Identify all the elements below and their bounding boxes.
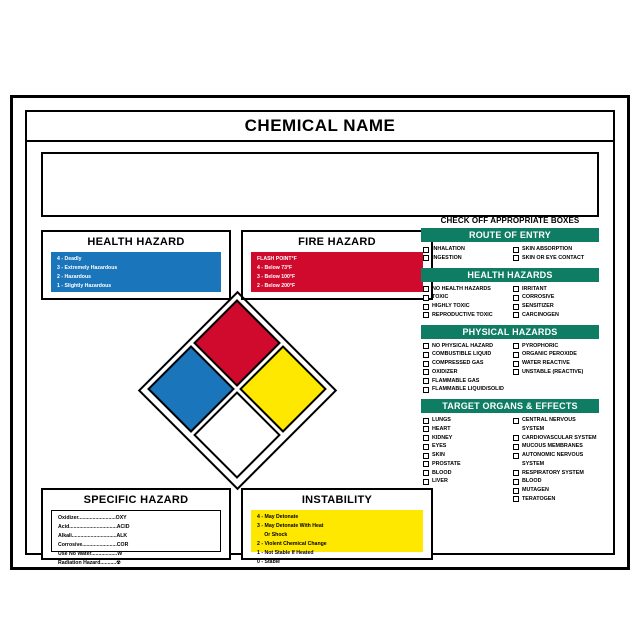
specific-hazard-legend — [51, 510, 221, 566]
checkbox-icon[interactable] — [513, 361, 519, 367]
checkbox-icon[interactable] — [513, 369, 519, 375]
section-health-hazards — [421, 282, 599, 325]
checkbox-item[interactable] — [423, 477, 507, 486]
checkbox-item[interactable] — [513, 359, 597, 368]
checkbox-item[interactable] — [423, 377, 507, 386]
fire-line: 2 - Below 200°F — [257, 282, 296, 289]
checkbox-item[interactable] — [513, 486, 597, 495]
checklist-intro: CHECK OFF APPROPRIATE BOXES — [440, 216, 580, 225]
checkbox-icon[interactable] — [513, 286, 519, 292]
fire-line: 4 - Below 73°F — [257, 264, 293, 271]
checkbox-label: SKIN — [432, 452, 445, 458]
instability-panel — [241, 488, 433, 565]
checkbox-label: UNSTABLE (REACTIVE) — [522, 368, 584, 375]
checkbox-label: SKIN OR EYE CONTACT — [522, 254, 585, 261]
checkbox-icon[interactable] — [423, 369, 429, 375]
column-left — [423, 416, 507, 504]
checkbox-label: FLAMMABLE GAS — [432, 377, 480, 384]
checkbox-label: AUTONOMIC NERVOUS SYSTEM — [522, 452, 584, 467]
checkbox-icon[interactable] — [513, 255, 519, 261]
checkbox-icon[interactable] — [423, 352, 429, 358]
checkbox-label: HIGHLY TOXIC — [432, 303, 470, 309]
instability-line: 2 - Violent Chemical Change — [257, 540, 327, 547]
checkbox-item[interactable] — [423, 293, 507, 302]
specific-line: Alkali...............................ALK — [58, 532, 128, 539]
section-heading-route-of-entry: ROUTE OF ENTRY — [421, 228, 599, 242]
fire-line: FLASH POINT°F — [257, 256, 297, 262]
checkbox-label: CENTRAL NERVOUS SYSTEM — [522, 417, 576, 432]
specific-hazard-panel — [41, 488, 231, 566]
checkbox-item[interactable] — [513, 368, 597, 377]
fire-hazard-title: FIRE HAZARD — [298, 236, 376, 248]
health-hazard-title: HEALTH HAZARD — [87, 236, 185, 248]
checkbox-item[interactable] — [423, 302, 507, 311]
section-heading-target-organs: TARGET ORGANS & EFFECTS — [421, 399, 599, 413]
checkbox-item[interactable] — [423, 425, 507, 434]
chemical-name-field[interactable] — [41, 152, 599, 217]
checkbox-label: TOXIC — [432, 294, 449, 301]
fire-line: 3 - Below 100°F — [257, 273, 296, 280]
checkbox-item[interactable] — [423, 451, 507, 460]
checkbox-label: EYES — [432, 443, 447, 450]
checklist-column — [421, 216, 599, 509]
checkbox-item[interactable] — [513, 342, 597, 351]
checkbox-icon[interactable] — [423, 255, 429, 261]
checkbox-label: NO HEALTH HAZARDS — [432, 285, 491, 292]
checkbox-icon[interactable] — [423, 479, 429, 485]
checkbox-label: INGESTION — [432, 254, 462, 261]
checkbox-item[interactable] — [513, 434, 597, 443]
checkbox-item[interactable] — [513, 451, 597, 469]
column-right — [513, 416, 597, 504]
checkbox-item[interactable] — [423, 385, 507, 394]
checkbox-label: MUTAGEN — [522, 487, 549, 493]
checkbox-label: BLOOD — [432, 469, 452, 476]
checkbox-item[interactable] — [423, 434, 507, 443]
section-target-organs — [421, 413, 599, 509]
checkbox-icon[interactable] — [423, 312, 429, 318]
checkbox-label: ORGANIC PEROXIDE — [522, 351, 577, 358]
specific-line: Acid.................................ACID — [58, 523, 130, 530]
checkbox-icon[interactable] — [513, 312, 519, 318]
checkbox-icon[interactable] — [423, 435, 429, 441]
checkbox-label: LUNGS — [432, 417, 451, 423]
checkbox-icon[interactable] — [423, 426, 429, 432]
checkbox-icon[interactable] — [513, 444, 519, 450]
checkbox-icon[interactable] — [513, 435, 519, 441]
checkbox-label: KIDNEY — [432, 434, 453, 441]
section-route-of-entry — [421, 242, 599, 268]
instability-line: 4 - May Detonate — [257, 514, 299, 520]
checkbox-label: REPRODUCTIVE TOXIC — [432, 311, 493, 318]
checkbox-icon[interactable] — [513, 343, 519, 349]
checkbox-icon[interactable] — [513, 304, 519, 310]
checkbox-label: CARCINOGEN — [522, 311, 559, 318]
instability-line: 3 - May Detonate With Heat — [257, 522, 324, 529]
checkbox-item[interactable] — [423, 245, 507, 254]
checkbox-label: TERATOGEN — [522, 495, 556, 502]
fire-line: 0 - Will Not Burn — [257, 300, 298, 307]
nfpa-704-diamond — [137, 290, 337, 490]
checkbox-icon[interactable] — [423, 361, 429, 367]
specific-line: Oxidizer..........................OXY — [58, 515, 127, 521]
checkbox-icon[interactable] — [423, 286, 429, 292]
checkbox-label: PROSTATE — [432, 460, 461, 467]
instability-title: INSTABILITY — [301, 494, 373, 506]
health-line: 3 - Extremely Hazardous — [57, 264, 118, 271]
health-line: 0 - Normal — [57, 291, 83, 298]
checkbox-icon[interactable] — [513, 295, 519, 301]
checkbox-label: COMBUSTIBLE LIQUID — [432, 351, 492, 358]
column-left — [423, 285, 507, 320]
column-right — [513, 342, 597, 395]
checkbox-item[interactable] — [423, 350, 507, 359]
chemical-hazard-sign — [10, 95, 630, 570]
specific-line: Use No Water..................W — [58, 550, 123, 557]
checkbox-label: SENSITIZER — [522, 303, 554, 309]
checkbox-item[interactable] — [513, 302, 597, 311]
checkbox-item[interactable] — [423, 442, 507, 451]
instability-legend — [251, 510, 423, 565]
column-right — [513, 245, 597, 263]
checkbox-label: OXIDIZER — [432, 368, 458, 375]
checkbox-item[interactable] — [513, 311, 597, 320]
checkbox-icon[interactable] — [423, 444, 429, 450]
checkbox-label: CARDIOVASCULAR SYSTEM — [522, 434, 597, 441]
section-heading-health-hazards: HEALTH HAZARDS — [421, 268, 599, 282]
nfpa-diagram-area — [41, 230, 433, 566]
checkbox-item[interactable] — [423, 342, 507, 351]
checkbox-icon[interactable] — [513, 479, 519, 485]
specific-line: Radiation Hazard...........☢ — [58, 559, 121, 566]
checkbox-item[interactable] — [513, 469, 597, 478]
checkbox-label: INHALATION — [432, 246, 465, 252]
checkbox-label: WATER REACTIVE — [522, 360, 570, 366]
page-title: CHEMICAL NAME — [27, 112, 613, 142]
checkbox-icon[interactable] — [513, 488, 519, 494]
checkbox-icon[interactable] — [513, 247, 519, 253]
health-line: 2 - Hazardous — [57, 273, 92, 280]
column-left — [423, 245, 507, 263]
instability-line: Or Shock — [257, 531, 288, 538]
checkbox-label: FLAMMABLE LIQUID/SOLID — [432, 386, 504, 393]
column-right — [513, 285, 597, 320]
checkbox-item[interactable] — [423, 416, 507, 425]
checkbox-item[interactable] — [513, 293, 597, 302]
checkbox-item[interactable] — [513, 442, 597, 451]
checkbox-label: IRRITANT — [522, 285, 547, 292]
checkbox-icon[interactable] — [423, 304, 429, 310]
checkbox-icon[interactable] — [513, 418, 519, 424]
checkbox-icon[interactable] — [513, 352, 519, 358]
checkbox-item[interactable] — [423, 368, 507, 377]
checkbox-icon[interactable] — [423, 247, 429, 253]
checkbox-item[interactable] — [423, 359, 507, 368]
health-line: 4 - Deadly — [57, 256, 82, 262]
checkbox-icon[interactable] — [513, 453, 519, 459]
health-hazard-legend — [51, 252, 221, 298]
checkbox-item[interactable] — [513, 477, 597, 486]
section-physical-hazards — [421, 339, 599, 400]
health-line: 1 - Slightly Hazardous — [57, 282, 112, 289]
checkbox-label: BLOOD — [522, 478, 542, 485]
checkbox-item[interactable] — [513, 245, 597, 254]
checkbox-item[interactable] — [423, 311, 507, 320]
specific-line: Corrosive........................COR — [58, 541, 129, 548]
checkbox-item[interactable] — [513, 495, 597, 504]
fire-line: 1 - Above 200°F — [257, 291, 296, 298]
checkbox-icon[interactable] — [423, 453, 429, 459]
checkbox-icon[interactable] — [423, 470, 429, 476]
checkbox-icon[interactable] — [423, 418, 429, 424]
checkbox-icon[interactable] — [423, 461, 429, 467]
checkbox-label: LIVER — [432, 478, 448, 485]
checkbox-item[interactable] — [423, 285, 507, 294]
checkbox-label: MUCOUS MEMBRANES — [522, 443, 583, 450]
checkbox-item[interactable] — [423, 460, 507, 469]
checkbox-item[interactable] — [513, 285, 597, 294]
instability-line: 1 - Not Stable If Heated — [257, 549, 314, 556]
checkbox-label: SKIN ABSORPTION — [522, 246, 573, 252]
checkbox-label: PYROPHORIC — [522, 342, 559, 349]
section-heading-physical-hazards: PHYSICAL HAZARDS — [421, 325, 599, 339]
checkbox-icon[interactable] — [423, 387, 429, 393]
checkbox-label: COMPRESSED GAS — [432, 360, 484, 366]
checkbox-icon[interactable] — [423, 378, 429, 384]
checkbox-label: RESPIRATORY SYSTEM — [522, 469, 584, 476]
checkbox-item[interactable] — [513, 254, 597, 263]
checkbox-item[interactable] — [513, 350, 597, 359]
fire-hazard-legend — [251, 252, 423, 307]
checkbox-icon[interactable] — [513, 470, 519, 476]
checkbox-icon[interactable] — [513, 496, 519, 502]
column-left — [423, 342, 507, 395]
sign-inner-border — [25, 110, 615, 566]
checkbox-label: NO PHYSICAL HAZARD — [432, 342, 493, 349]
specific-hazard-title: SPECIFIC HAZARD — [83, 494, 189, 506]
checkbox-item[interactable] — [423, 469, 507, 478]
checkbox-icon[interactable] — [423, 295, 429, 301]
checkbox-item[interactable] — [513, 416, 597, 434]
checkbox-icon[interactable] — [423, 343, 429, 349]
instability-line: 0 - Stable — [257, 558, 281, 565]
checkbox-label: CORROSIVE — [522, 294, 555, 301]
checkbox-label: HEART — [432, 425, 451, 432]
checkbox-item[interactable] — [423, 254, 507, 263]
